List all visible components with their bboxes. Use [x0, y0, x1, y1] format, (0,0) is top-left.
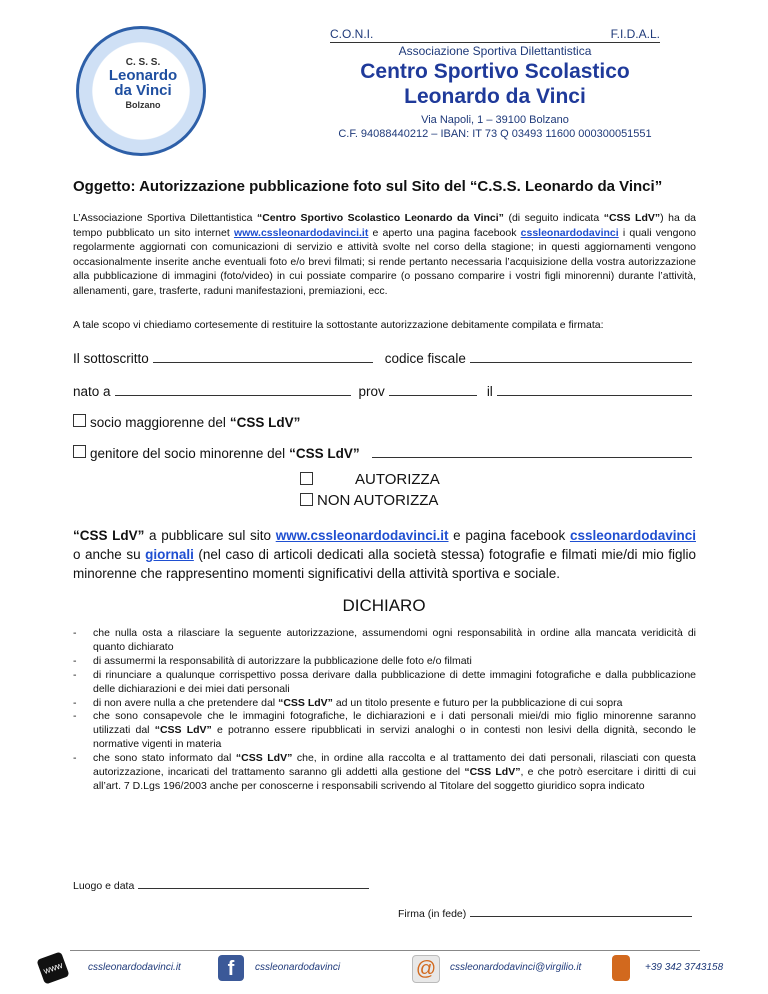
- province-field[interactable]: [389, 383, 477, 396]
- place-date-row: [73, 876, 373, 892]
- intro-paragraph: [73, 211, 696, 298]
- intro-text: L’Associazione Sportiva Dilettantistica: [73, 212, 257, 224]
- request-line: A tale scopo vi chiediamo cortesemente di restituire la sottostante autorizzazione debitamente compilata e firmata:: [73, 319, 604, 331]
- list-item: - di rinunciare a qualunque corrispettivo possa derivare dalla pubblicazione di dette immagini fotografiche e dalla pubblicazione delle dichiarazioni e dei miei dati personali: [73, 669, 696, 697]
- statement-text: a pubblicare sul sito: [144, 528, 276, 543]
- adult-member-checkbox[interactable]: [73, 414, 86, 427]
- org-fiscal-iban: C.F. 94088440212 – IBAN: IT 73 Q 03493 11600 000300051551: [338, 128, 652, 140]
- province-label: prov: [358, 384, 385, 399]
- list-item: [73, 697, 696, 711]
- item-text: ad un titolo presente e futuro per la pubblicazione di cui sopra: [332, 696, 623, 709]
- logo-bolzano: Bolzano: [125, 100, 161, 110]
- item-text: e potranno essere ripubblicati in servizi analoghi o in contesti non lesivi della dignità, secondo le normative vigenti in materia: [93, 724, 696, 751]
- not-authorize-option: [300, 492, 438, 509]
- phone-icon: [612, 955, 630, 981]
- authorize-label: AUTORIZZA: [355, 471, 440, 488]
- statement-facebook-link[interactable]: cssleonardodavinci: [569, 528, 696, 543]
- name-label: Il sottoscritto: [73, 351, 149, 366]
- coni-label: C.O.N.I.: [330, 27, 374, 41]
- logo-css: C. S. S.: [125, 57, 161, 68]
- list-item: [73, 752, 696, 794]
- authorize-option: [300, 471, 440, 488]
- form-row-birth: [73, 383, 696, 399]
- signature-field[interactable]: [470, 904, 692, 917]
- form-row-adult: [73, 414, 696, 430]
- club-logo: [76, 26, 206, 156]
- logo-leonardo: Leonardo: [108, 67, 178, 84]
- site-link[interactable]: www.cssleonardodavinci.it: [233, 226, 369, 239]
- form-row-name: [73, 350, 696, 366]
- intro-text: i quali vengono regolarmente aggiornati con comunicazioni di servizio e attività svolte nel corso della stagione; in questi aggiornamenti vengono occasionalmente inserite anche eventuali foto e/o brevi filmati; si rende pertanto necessaria l’acquisizione della vostra autorizzazione alla pubblicazione di immagini (foto/video) in cui possiate comparire (o possano comparire i vostri figli minorenni) durante l’attività, allenamenti, gare, trasferte, raduni manifestazioni, premiazioni, ecc.: [73, 226, 696, 297]
- statement-abbr: “CSS LdV”: [73, 528, 145, 543]
- intro-text: ) ha da tempo pubblicato un sito internet: [73, 212, 697, 239]
- fiscal-code-label: codice fiscale: [384, 351, 466, 366]
- item-text: di non avere nulla a che pretendere dal: [93, 696, 279, 709]
- parent-checkbox[interactable]: [73, 445, 86, 458]
- declare-heading: DICHIARO: [342, 596, 426, 615]
- birthdate-field[interactable]: [497, 383, 692, 396]
- minor-name-field[interactable]: [372, 445, 692, 458]
- facebook-link[interactable]: cssleonardodavinci: [520, 226, 619, 239]
- federations-line: [330, 27, 660, 43]
- place-date-field[interactable]: [138, 876, 369, 889]
- item-abbr: “CSS LdV”: [154, 724, 212, 737]
- not-authorize-checkbox[interactable]: [300, 493, 313, 506]
- subject-heading: Oggetto: Autorizzazione pubblicazione foto sul Sito del “C.S.S. Leonardo da Vinci”: [73, 178, 663, 195]
- item-text: che, in ordine alla raccolta e al trattamento dei dati personali, rilasciati con questa autorizzazione, incaricati del trattamento saranno gli addetti alla gestione del: [93, 752, 696, 779]
- footer-email[interactable]: cssleonardodavinci@virgilio.it: [450, 962, 582, 973]
- fidal-label: F.I.D.A.L.: [610, 27, 660, 41]
- birthplace-field[interactable]: [115, 383, 351, 396]
- birthplace-label: nato a: [73, 384, 111, 399]
- adult-member-abbr: “CSS LdV”: [229, 415, 301, 430]
- place-date-label: Luogo e data: [73, 880, 135, 892]
- parent-abbr: “CSS LdV”: [289, 446, 360, 461]
- parent-label: genitore del socio minorenne del: [90, 446, 286, 461]
- email-icon: @: [412, 955, 440, 983]
- item-abbr: “CSS LdV”: [235, 752, 293, 765]
- signature-label: Firma (in fede): [398, 908, 467, 920]
- footer-facebook[interactable]: cssleonardodavinci: [255, 962, 341, 973]
- logo-davinci: da Vinci: [114, 82, 172, 99]
- list-item: - che nulla osta a rilasciare la seguente autorizzazione, assumendomi ogni responsabilità in ordine alla mancata veridicità di quanto dichiarato: [73, 627, 696, 655]
- footer-phone[interactable]: +39 342 3743158: [645, 962, 724, 973]
- not-authorize-label: NON AUTORIZZA: [317, 492, 439, 509]
- item-abbr: “CSS LdV”: [464, 766, 521, 779]
- footer-site[interactable]: cssleonardodavinci.it: [88, 962, 181, 973]
- name-field[interactable]: [153, 350, 373, 363]
- org-address: Via Napoli, 1 – 39100 Bolzano: [421, 114, 569, 126]
- fiscal-code-field[interactable]: [470, 350, 692, 363]
- intro-org-name: “Centro Sportivo Scolastico Leonardo da Vinci”: [256, 212, 504, 224]
- item-text: che sono stato informato dal: [93, 752, 236, 765]
- statement-text: o anche su: [73, 547, 146, 562]
- statement-text: e pagina facebook: [448, 528, 570, 543]
- signature-row: [398, 904, 696, 920]
- intro-text: (di seguito indicata: [503, 212, 604, 224]
- form-row-parent: [73, 445, 696, 461]
- adult-member-label: socio maggiorenne del: [90, 415, 226, 430]
- globe-icon: [36, 951, 69, 984]
- intro-text: e aperto una pagina facebook: [368, 226, 521, 239]
- authorize-checkbox[interactable]: [300, 472, 313, 485]
- list-item: [73, 710, 696, 752]
- declaration-list: [73, 627, 696, 794]
- association-type: Associazione Sportiva Dilettantistica: [398, 44, 592, 58]
- org-title-line2: Leonardo da Vinci: [404, 85, 586, 108]
- newspapers-link[interactable]: giornali: [145, 547, 194, 562]
- statement-text: (nel caso di articoli dedicati alla società stessa) fotografie e filmati mie/di mio figlio minorenne che rappresentino momenti significativi della attività sportiva e sociale.: [73, 547, 696, 581]
- birthdate-label: il: [486, 384, 493, 399]
- www-label: www: [42, 959, 64, 977]
- statement-site-link[interactable]: www.cssleonardodavinci.it: [275, 528, 449, 543]
- list-item: - di assumermi la responsabilità di autorizzare la pubblicazione delle foto e/o filmati: [73, 655, 696, 669]
- item-text: che sono consapevole che le immagini fotografiche, le dichiarazioni e i dati personali miei/di mio figlio minorenne saranno utilizzati dal: [93, 710, 696, 737]
- facebook-icon: f: [218, 955, 244, 981]
- item-text: , e che potrò esercitare i diritti di cui all’art. 7 D.Lgs 196/2003 anche per conoscerne i responsabili scrivendo al Titolare del soggetto giuridico sopra indicato: [93, 766, 697, 792]
- footer-divider: [70, 950, 700, 951]
- org-title-line1: Centro Sportivo Scolastico: [360, 60, 630, 83]
- item-abbr: “CSS LdV”: [278, 696, 333, 709]
- authorization-statement: [73, 526, 696, 583]
- intro-abbr: “CSS LdV”: [603, 212, 661, 224]
